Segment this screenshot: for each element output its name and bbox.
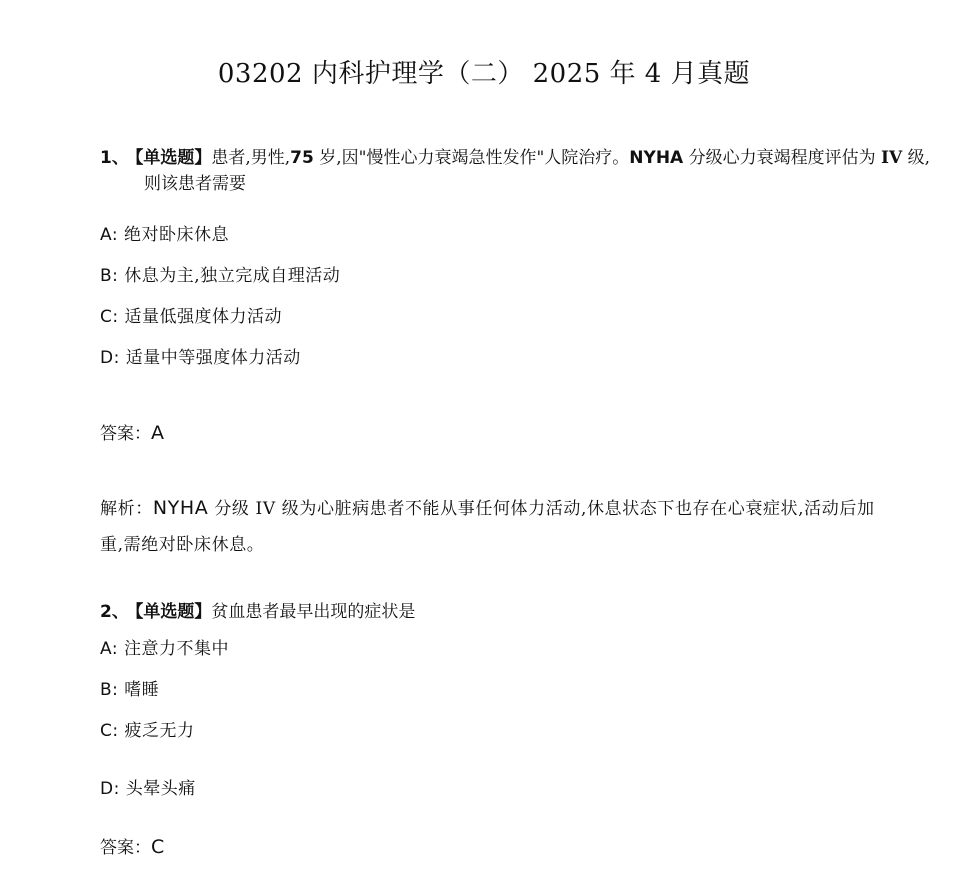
option-letter: B:	[100, 266, 119, 286]
option-text: 适量中等强度体力活动	[119, 348, 301, 368]
question-2-option-b[interactable]	[100, 678, 159, 702]
option-text: 注意力不集中	[118, 639, 229, 659]
option-letter: B:	[100, 680, 119, 700]
analysis-text: 分级	[208, 499, 256, 519]
question-number: 1、	[100, 148, 129, 168]
answer-value: C	[151, 836, 165, 858]
question-1-option-c[interactable]	[100, 305, 282, 329]
stem-text: 级,则该患者需要	[144, 148, 930, 194]
answer-value: A	[151, 422, 164, 444]
option-text: 疲乏无力	[118, 721, 195, 741]
question-2-option-d[interactable]	[100, 777, 196, 801]
question-type: 【单选题】	[134, 602, 212, 622]
question-2-option-a[interactable]	[100, 637, 229, 661]
option-letter: A:	[100, 639, 119, 659]
stem-grade: IV	[881, 148, 903, 168]
analysis-grade: IV	[255, 499, 276, 519]
stem-text: 贫血患者最早出现的症状是	[211, 602, 416, 622]
option-letter: D:	[100, 779, 120, 799]
option-letter: C:	[100, 721, 119, 741]
stem-text: 岁,因"慢性心力衰竭急性发作"人院治疗。	[313, 148, 630, 168]
question-1-stem	[100, 145, 934, 197]
option-letter: C:	[100, 307, 119, 327]
option-text: 休息为主,独立完成自理活动	[118, 266, 341, 286]
question-1-answer	[100, 421, 164, 446]
analysis-nyha: NYHA	[152, 497, 209, 519]
stem-age: 75	[290, 148, 314, 168]
question-2-answer	[100, 835, 164, 860]
option-letter: A:	[100, 225, 119, 245]
question-2-stem	[100, 599, 890, 625]
page-title: 03202 内科护理学（二） 2025 年 4 月真题	[217, 59, 751, 89]
question-number: 2、	[100, 602, 129, 622]
question-1-option-b[interactable]	[100, 264, 340, 288]
question-1-option-a[interactable]	[100, 223, 229, 247]
analysis-label: 解析：	[100, 499, 153, 519]
answer-label: 答案：	[100, 838, 151, 858]
option-text: 嗜睡	[118, 680, 160, 700]
option-text: 适量低强度体力活动	[118, 307, 283, 327]
question-1-option-d[interactable]	[100, 346, 301, 370]
stem-nyha: NYHA	[629, 148, 684, 168]
answer-label: 答案：	[100, 424, 151, 444]
option-text: 头晕头痛	[119, 779, 196, 799]
question-1-analysis	[100, 490, 890, 563]
stem-text: 患者,男性,	[211, 148, 291, 168]
question-type: 【单选题】	[134, 148, 212, 168]
option-text: 绝对卧床休息	[118, 225, 229, 245]
option-letter: D:	[100, 348, 120, 368]
analysis-text: 级为心脏病患者不能从事任何体力活动,休息状态下也存在心衰症状,活动后加重,需绝对卧床休息。	[100, 499, 875, 555]
stem-text: 分级心力衰竭程度评估为	[683, 148, 882, 168]
question-2-option-c[interactable]	[100, 719, 195, 743]
